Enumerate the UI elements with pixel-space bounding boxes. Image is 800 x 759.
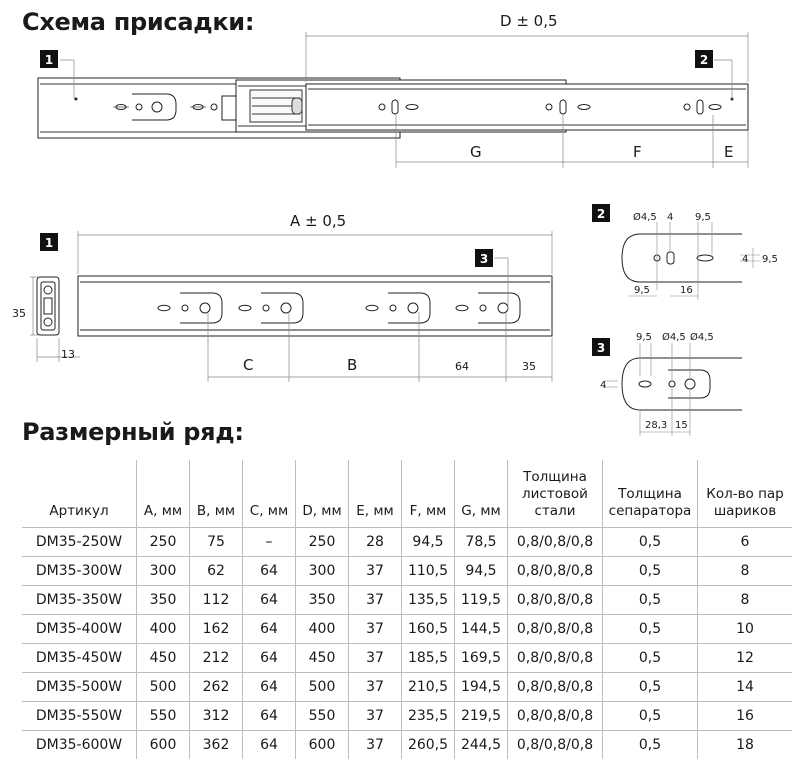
table-cell: 64: [243, 615, 296, 644]
d2-4v-label: 4: [742, 254, 748, 265]
col-a: A, мм: [137, 460, 190, 528]
table-cell: 250: [137, 528, 190, 557]
table-cell: 500: [137, 673, 190, 702]
table-cell: 37: [349, 557, 402, 586]
table-cell: 16: [698, 702, 793, 731]
d3-45a-label: Ø4,5: [662, 331, 686, 343]
table-cell: 64: [243, 731, 296, 759]
dim-d-label: D ± 0,5: [500, 12, 558, 30]
table-cell: 160,5: [402, 615, 455, 644]
d2-16-label: 16: [680, 285, 693, 296]
table-cell: 210,5: [402, 673, 455, 702]
table-row: [22, 557, 792, 586]
table-cell: 0,8/0,8/0,8: [508, 557, 603, 586]
size-table: [22, 460, 792, 759]
col-balls: Кол-во пар шариков: [698, 460, 793, 528]
table-cell: DM35-500W: [22, 673, 137, 702]
table-cell: 0,5: [603, 557, 698, 586]
d2-95v-label: 9,5: [762, 254, 778, 265]
table-cell: 250: [296, 528, 349, 557]
dim-w13-label: 13: [61, 348, 75, 361]
table-cell: 300: [296, 557, 349, 586]
badge-1-top: 1: [45, 53, 53, 67]
col-d: D, мм: [296, 460, 349, 528]
table-cell: 110,5: [402, 557, 455, 586]
scheme-heading: Схема присадки:: [22, 8, 254, 36]
badge-3-detail: 3: [597, 341, 605, 355]
table-cell: 64: [243, 673, 296, 702]
d3-45b-label: Ø4,5: [690, 331, 714, 343]
table-cell: 0,8/0,8/0,8: [508, 528, 603, 557]
table-cell: DM35-300W: [22, 557, 137, 586]
col-separator: Толщина сепаратора: [603, 460, 698, 528]
table-cell: 112: [190, 586, 243, 615]
d3-4v-label: 4: [600, 380, 606, 391]
table-cell: 64: [243, 702, 296, 731]
table-cell: 8: [698, 586, 793, 615]
outer-rail: [78, 276, 552, 336]
table-cell: 135,5: [402, 586, 455, 615]
badge-3-middle: 3: [480, 252, 488, 266]
d3-15-label: 15: [675, 420, 688, 431]
d2-95b-label: 9,5: [634, 285, 650, 296]
table-cell: 0,8/0,8/0,8: [508, 644, 603, 673]
table-cell: DM35-550W: [22, 702, 137, 731]
col-b: B, мм: [190, 460, 243, 528]
table-cell: 37: [349, 615, 402, 644]
table-cell: 350: [137, 586, 190, 615]
table-cell: 0,8/0,8/0,8: [508, 615, 603, 644]
d2-dia-label: Ø4,5: [633, 211, 657, 223]
dim-35-label: 35: [522, 360, 536, 373]
badge-1-middle: 1: [45, 236, 53, 250]
table-cell: 185,5: [402, 644, 455, 673]
table-row: [22, 644, 792, 673]
dim-g-label: G: [470, 143, 482, 161]
table-cell: 0,5: [603, 586, 698, 615]
table-cell: 37: [349, 586, 402, 615]
table-cell: 14: [698, 673, 793, 702]
dim-f-label: F: [633, 143, 642, 161]
table-cell: 600: [137, 731, 190, 759]
table-cell: 219,5: [455, 702, 508, 731]
dim-c-label: C: [243, 356, 253, 374]
table-cell: 6: [698, 528, 793, 557]
table-cell: 400: [296, 615, 349, 644]
table-cell: 550: [137, 702, 190, 731]
table-header-row: [22, 460, 792, 528]
table-cell: 162: [190, 615, 243, 644]
rail-assembly: [38, 78, 748, 138]
table-cell: –: [243, 528, 296, 557]
d2-95-label: 9,5: [695, 212, 711, 223]
table-cell: DM35-600W: [22, 731, 137, 759]
table-cell: 600: [296, 731, 349, 759]
table-cell: 8: [698, 557, 793, 586]
table-cell: 37: [349, 644, 402, 673]
table-cell: 37: [349, 702, 402, 731]
dim-e-label: E: [724, 143, 733, 161]
table-row: [22, 528, 792, 557]
table-cell: 144,5: [455, 615, 508, 644]
table-row: [22, 731, 792, 759]
table-cell: 0,8/0,8/0,8: [508, 731, 603, 759]
table-cell: 119,5: [455, 586, 508, 615]
table-cell: 312: [190, 702, 243, 731]
d2-4-label: 4: [667, 212, 673, 223]
table-cell: 212: [190, 644, 243, 673]
table-cell: 0,8/0,8/0,8: [508, 673, 603, 702]
table-cell: 169,5: [455, 644, 508, 673]
table-cell: 94,5: [455, 557, 508, 586]
table-cell: 350: [296, 586, 349, 615]
table-cell: 18: [698, 731, 793, 759]
table-cell: 0,5: [603, 673, 698, 702]
table-cell: 450: [137, 644, 190, 673]
table-row: [22, 615, 792, 644]
col-steel: Толщина листовой стали: [508, 460, 603, 528]
table-cell: 64: [243, 586, 296, 615]
table-cell: 244,5: [455, 731, 508, 759]
col-e: E, мм: [349, 460, 402, 528]
table-cell: 0,5: [603, 731, 698, 759]
rail-cross-section: [37, 277, 59, 335]
sizes-heading: Размерный ряд:: [22, 418, 244, 446]
dim-64-label: 64: [455, 360, 469, 373]
table-row: [22, 673, 792, 702]
dim-h35-label: 35: [12, 307, 26, 320]
table-cell: 75: [190, 528, 243, 557]
col-g: G, мм: [455, 460, 508, 528]
table-cell: 64: [243, 557, 296, 586]
table-cell: 500: [296, 673, 349, 702]
table-cell: 262: [190, 673, 243, 702]
table-cell: 78,5: [455, 528, 508, 557]
table-cell: 10: [698, 615, 793, 644]
table-cell: 62: [190, 557, 243, 586]
table-cell: 235,5: [402, 702, 455, 731]
table-cell: 400: [137, 615, 190, 644]
table-cell: 37: [349, 731, 402, 759]
table-cell: 28: [349, 528, 402, 557]
table-cell: 94,5: [402, 528, 455, 557]
table-cell: DM35-450W: [22, 644, 137, 673]
detail-2-part: [622, 234, 742, 282]
table-row: [22, 586, 792, 615]
col-c: C, мм: [243, 460, 296, 528]
table-cell: 0,8/0,8/0,8: [508, 702, 603, 731]
badge-2-top: 2: [700, 53, 708, 67]
table-cell: DM35-250W: [22, 528, 137, 557]
table-cell: 0,5: [603, 528, 698, 557]
table-cell: 450: [296, 644, 349, 673]
table-cell: 0,5: [603, 644, 698, 673]
table-cell: 64: [243, 644, 296, 673]
table-cell: 362: [190, 731, 243, 759]
d3-95-label: 9,5: [636, 332, 652, 343]
dim-b-label: B: [347, 356, 357, 374]
table-cell: 0,5: [603, 702, 698, 731]
table-row: [22, 702, 792, 731]
table-cell: 260,5: [402, 731, 455, 759]
table-cell: 0,8/0,8/0,8: [508, 586, 603, 615]
table-cell: DM35-400W: [22, 615, 137, 644]
table-cell: DM35-350W: [22, 586, 137, 615]
table-cell: 0,5: [603, 615, 698, 644]
table-cell: 194,5: [455, 673, 508, 702]
table-cell: 550: [296, 702, 349, 731]
table-cell: 300: [137, 557, 190, 586]
badge-2-detail: 2: [597, 207, 605, 221]
dim-a-label: A ± 0,5: [290, 212, 346, 230]
table-cell: 37: [349, 673, 402, 702]
d3-283-label: 28,3: [645, 420, 667, 431]
table-cell: 12: [698, 644, 793, 673]
col-f: F, мм: [402, 460, 455, 528]
col-article: Артикул: [22, 460, 137, 528]
